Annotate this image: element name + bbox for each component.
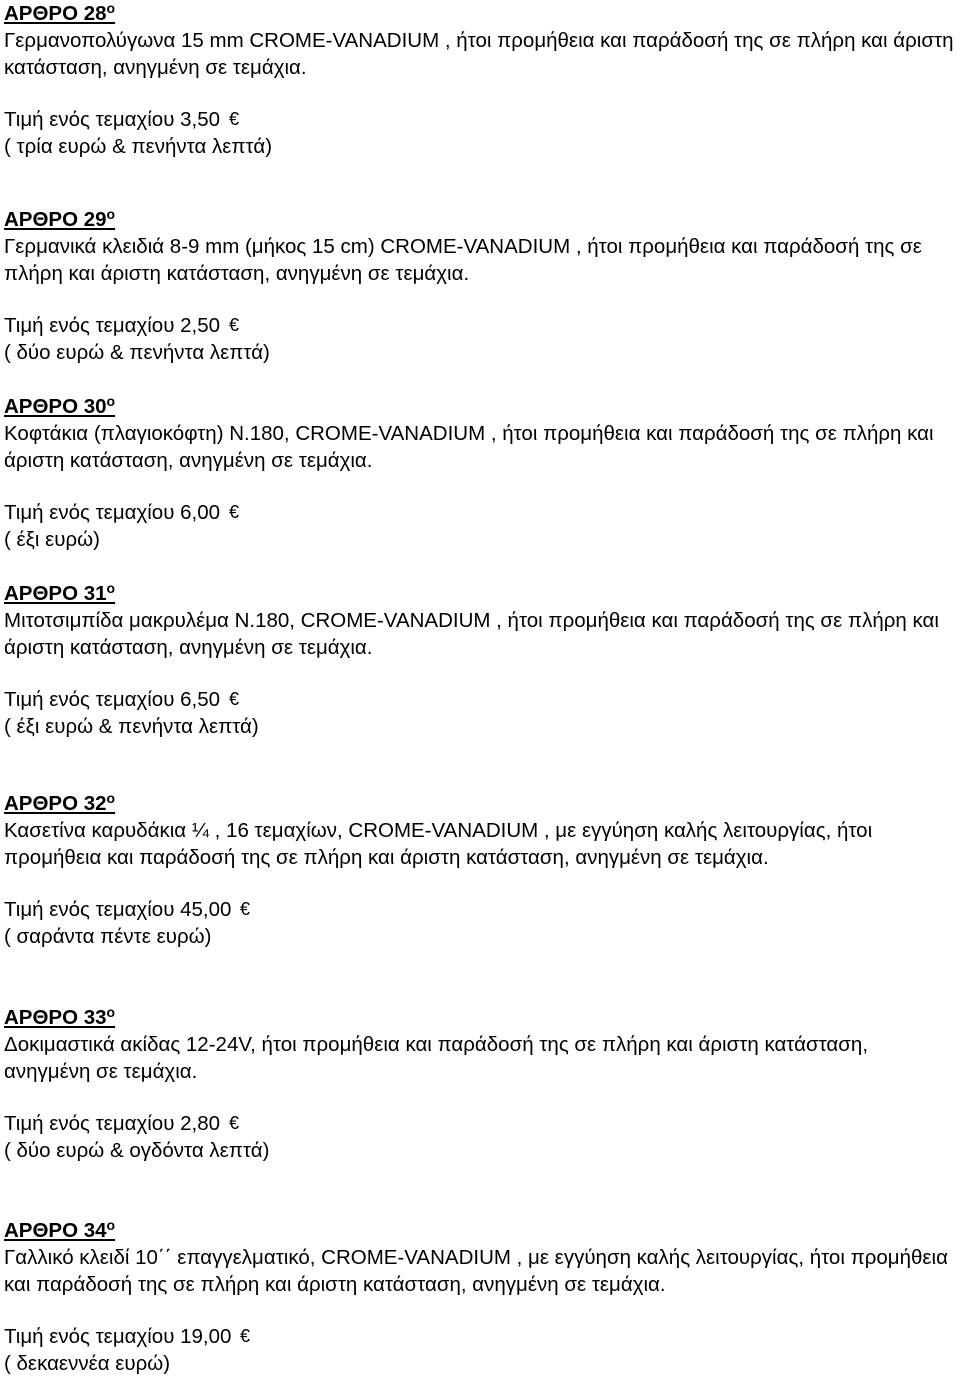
euro-icon <box>228 316 250 334</box>
price-in-words: ( δύο ευρώ & ογδόντα λεπτά) <box>4 1139 270 1162</box>
svg-text:€: € <box>240 1327 251 1345</box>
svg-text:€: € <box>228 1114 239 1132</box>
svg-text:€: € <box>228 690 239 708</box>
article-description: Δοκιμαστικά ακίδας 12-24V, ήτοι προμήθεια και παράδοσή της σε πλήρη και άριστη κατάσταση, ανηγμένη σε τεμάχια. <box>4 1033 869 1083</box>
article-28 <box>4 0 954 160</box>
price-in-words: ( δεκαεννέα ευρώ) <box>4 1352 171 1375</box>
euro-icon <box>228 1114 250 1132</box>
article-heading: ΑΡΘΡΟ $32^o$ <box>4 790 116 815</box>
euro-icon <box>239 1327 261 1345</box>
article-description: Γερμανοπολύγωνα 15 mm CROME-VANADIUM , ήτοι προμήθεια και παράδοσή της σε πλήρη και άριστη κατάσταση, ανηγμένη σε τεμάχια. <box>4 29 954 79</box>
article-heading: ΑΡΘΡΟ $31^o$ <box>4 580 116 605</box>
price-in-words: ( τρία ευρώ & πενήντα λεπτά) <box>4 135 273 158</box>
article-description: Μιτοτσιμπίδα μακρυλέμα Ν.180, CROME-VANADIUM , ήτοι προμήθεια και παράδοσή της σε πλήρη και άριστη κατάσταση, ανηγμένη σε τεμάχια. <box>4 609 939 659</box>
article-description: Κοφτάκια (πλαγιοκόφτη) Ν.180, CROME-VANADIUM , ήτοι προμήθεια και παράδοσή της σε πλήρη και άριστη κατάσταση, ανηγμένη σε τεμάχια. <box>4 422 934 472</box>
price-in-words: ( δύο ευρώ & πενήντα λεπτά) <box>4 341 270 364</box>
article-31 <box>4 580 954 740</box>
euro-icon <box>228 503 250 521</box>
article-30 <box>4 393 954 553</box>
unit-price: Τιμή ενός τεμαχίου 2,50 € <box>4 312 954 339</box>
unit-price: Τιμή ενός τεμαχίου 45,00 € <box>4 896 954 923</box>
unit-price: Τιμή ενός τεμαχίου 3,50 € <box>4 106 954 133</box>
svg-text:€: € <box>228 503 239 521</box>
article-heading: ΑΡΘΡΟ $30^o$ <box>4 393 116 418</box>
euro-icon <box>228 690 250 708</box>
article-32 <box>4 790 954 950</box>
euro-icon <box>228 110 250 128</box>
article-description: Κασετίνα καρυδάκια ¼ , 16 τεμαχίων, CROME-VANADIUM , με εγγύηση καλής λειτουργίας, ήτοι προμήθεια και παράδοσή της σε πλήρη και άριστη κατάσταση, ανηγμένη σε τεμάχια. <box>4 819 873 869</box>
unit-price: Τιμή ενός τεμαχίου 2,80 € <box>4 1110 954 1137</box>
unit-price: Τιμή ενός τεμαχίου 6,00 € <box>4 499 954 526</box>
article-29 <box>4 206 954 366</box>
article-34 <box>4 1217 954 1377</box>
price-in-words: ( έξι ευρώ) <box>4 528 100 551</box>
svg-text:€: € <box>228 110 239 128</box>
article-description: Γαλλικό κλειδί 10΄΄ επαγγελματικό, CROME-VANADIUM , με εγγύηση καλής λειτουργίας, ήτοι προμήθεια και παράδοσή της σε πλήρη και άριστη κατάσταση, ανηγμένη σε τεμάχια. <box>4 1246 948 1296</box>
unit-price: Τιμή ενός τεμαχίου 19,00 € <box>4 1323 954 1350</box>
price-in-words: ( έξι ευρώ & πενήντα λεπτά) <box>4 715 259 738</box>
svg-text:€: € <box>228 316 239 334</box>
article-heading: ΑΡΘΡΟ $34^o$ <box>4 1217 116 1242</box>
svg-text:€: € <box>240 900 251 918</box>
article-heading: ΑΡΘΡΟ $28^o$ <box>4 0 116 25</box>
euro-icon <box>239 900 261 918</box>
unit-price: Τιμή ενός τεμαχίου 6,50 € <box>4 686 954 713</box>
article-33 <box>4 1004 954 1164</box>
article-description: Γερμανικά κλειδιά 8-9 mm (μήκος 15 cm) CROME-VANADIUM , ήτοι προμήθεια και παράδοσή της σε πλήρη και άριστη κατάσταση, ανηγμένη σε τεμάχια. <box>4 235 922 285</box>
article-heading: ΑΡΘΡΟ $29^o$ <box>4 206 116 231</box>
article-heading: ΑΡΘΡΟ $33^o$ <box>4 1004 116 1029</box>
price-in-words: ( σαράντα πέντε ευρώ) <box>4 925 212 948</box>
